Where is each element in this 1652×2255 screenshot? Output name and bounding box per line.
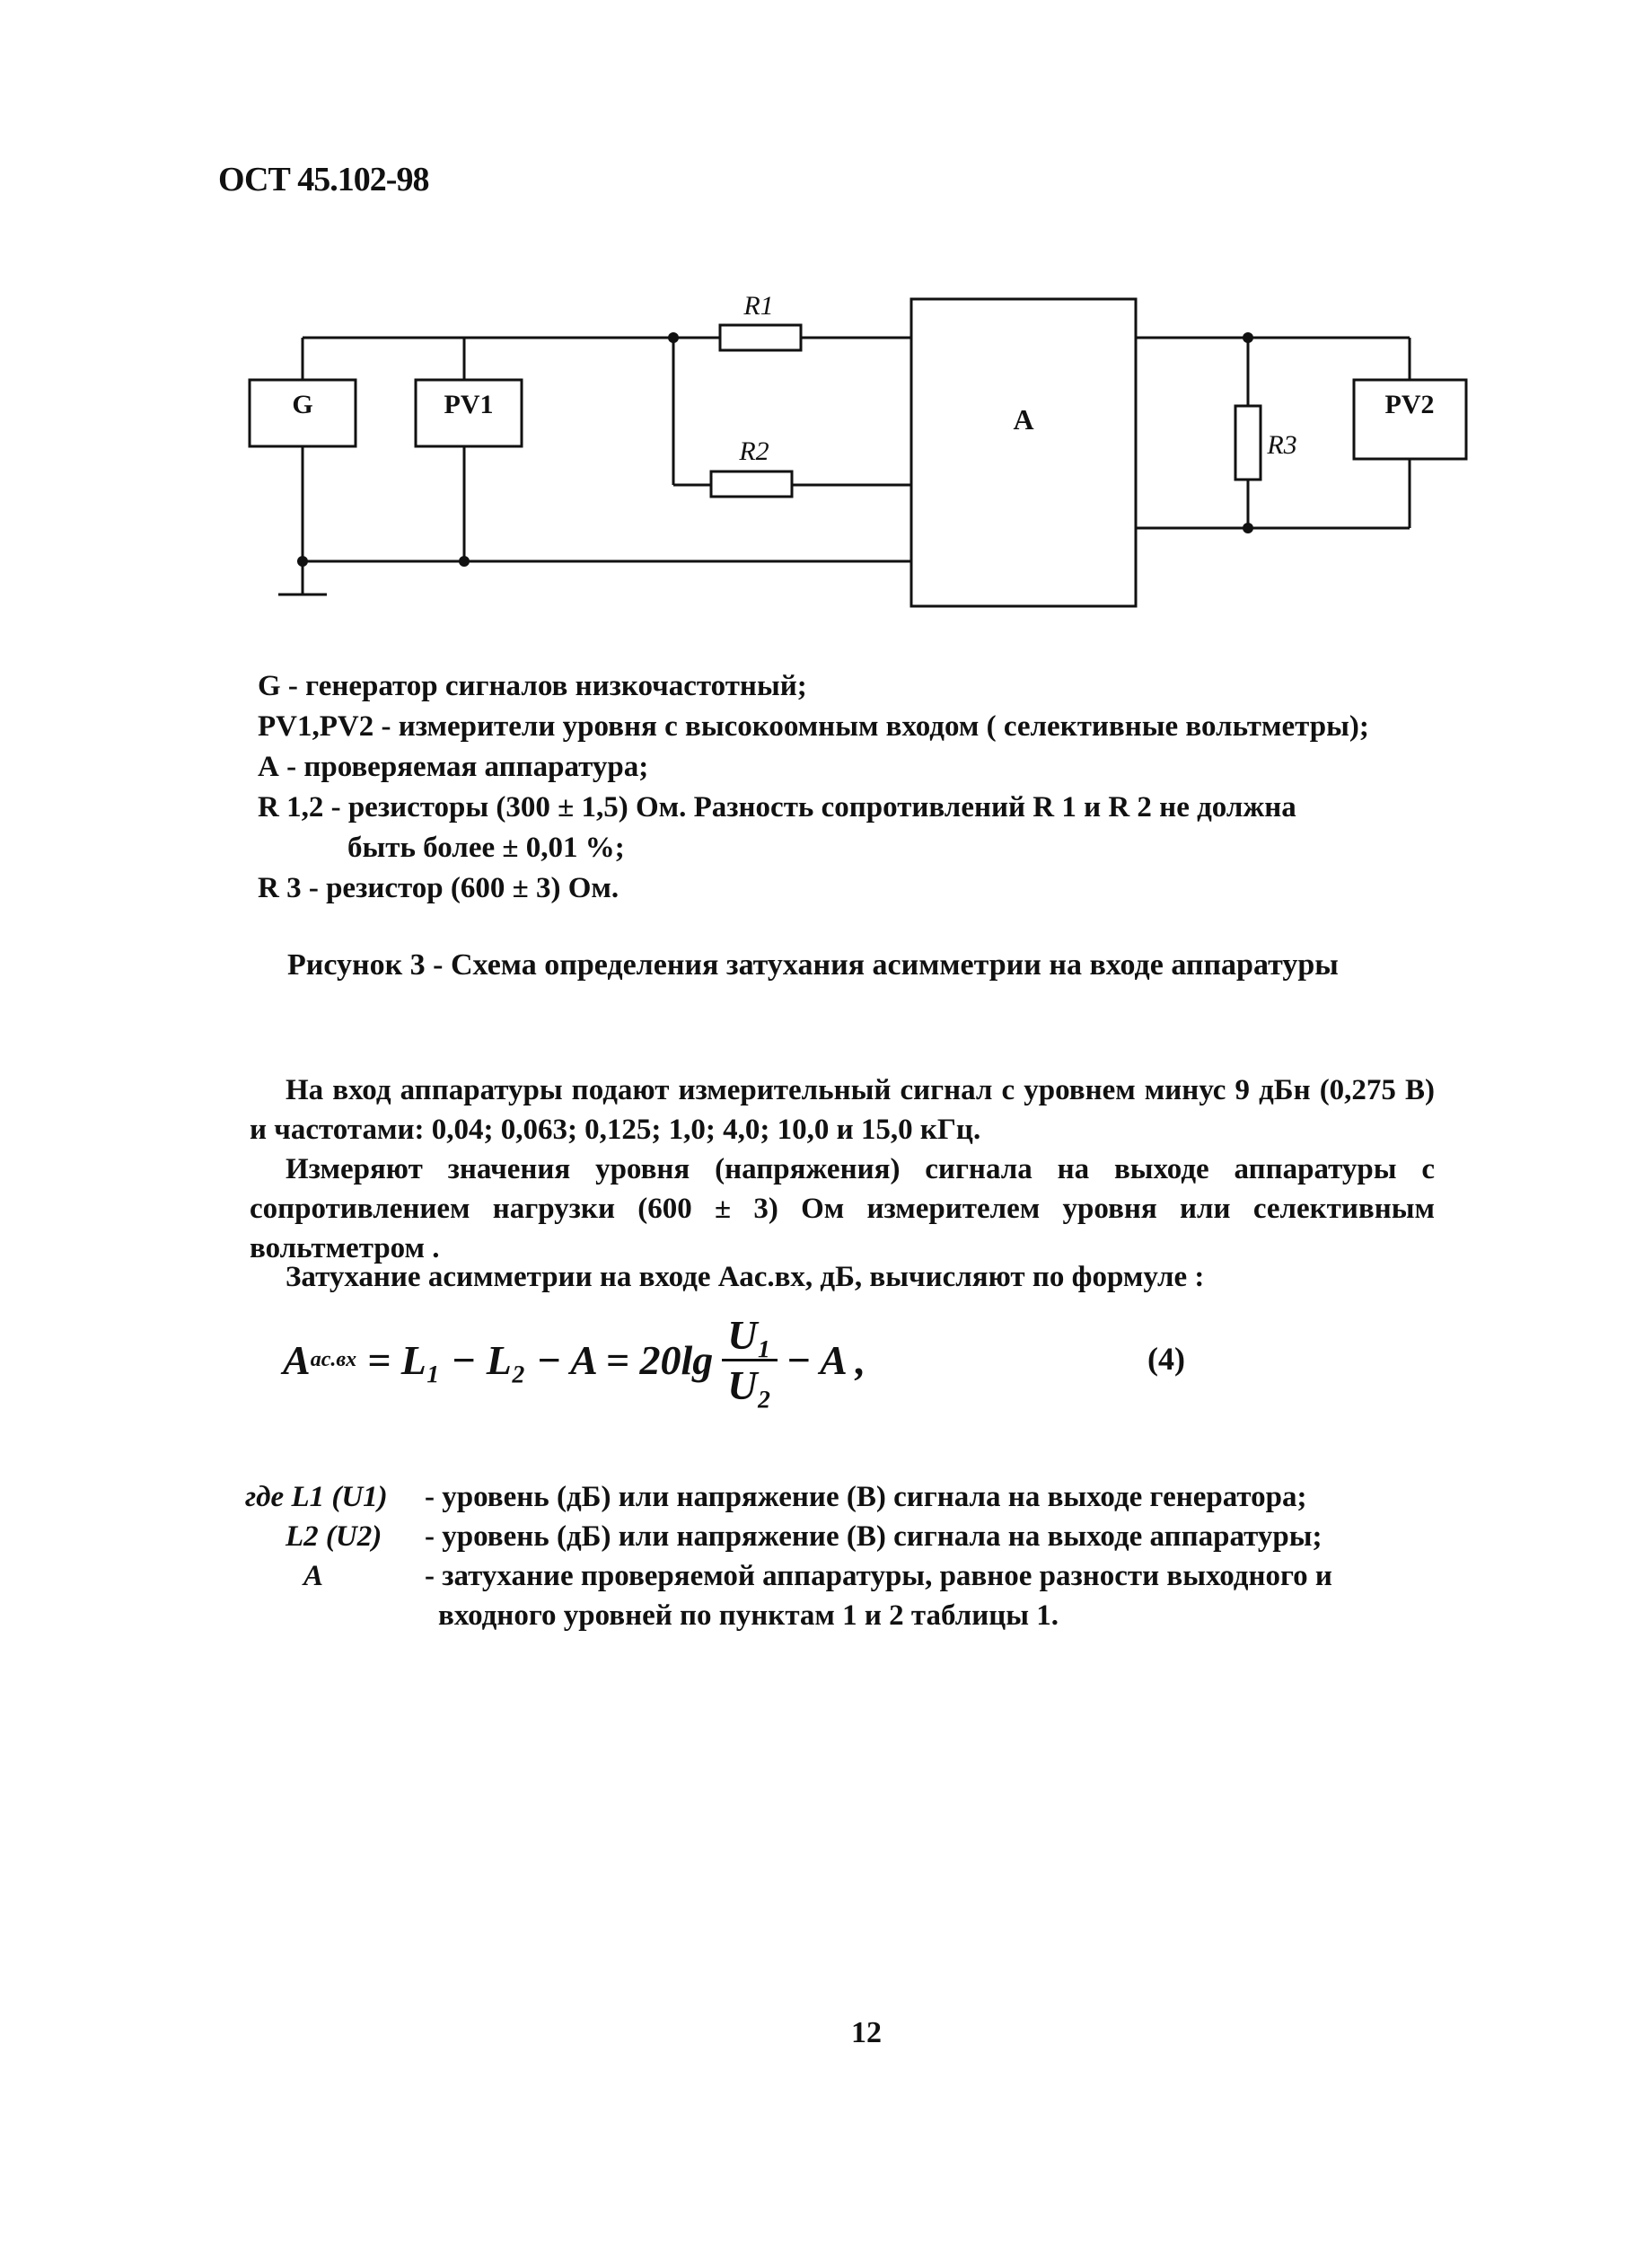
legend-line: G - генератор сигналов низкочастотный; — [258, 670, 807, 702]
label-r3: R3 — [1267, 430, 1297, 460]
circuit-schematic — [0, 0, 1652, 683]
where-row — [245, 1477, 1332, 1517]
where-symbol: L2 (U2) — [286, 1520, 382, 1553]
formula-denominator: U₂ — [727, 1362, 772, 1408]
resistor-r1 — [720, 325, 801, 350]
formula-fraction — [722, 1311, 777, 1409]
page-number: 12 — [851, 2016, 882, 2049]
legend-line: R 3 - резистор (600 ± 3) Ом. — [258, 872, 620, 904]
paragraph-formula-intro — [250, 1257, 1435, 1297]
where-symbol: A — [303, 1560, 324, 1592]
label-r1: R1 — [743, 291, 774, 321]
formula-middle: = L₁ − L₂ − A = 20lg — [367, 1337, 714, 1383]
where-text: входного уровней по пунктам 1 и 2 таблицы 1. — [438, 1599, 1059, 1632]
label-pv1: PV1 — [444, 390, 494, 419]
where-row — [245, 1517, 1332, 1556]
paragraph-text: Измеряют значения уровня (напряжения) сигнала на выходе аппаратуры с сопротивлением нагрузки (600 ± 3) Ом измерителем уровня или селективным вольтметром . — [250, 1153, 1435, 1264]
figure-caption: Рисунок 3 - Схема определения затухания асимметрии на входе аппаратуры — [287, 948, 1339, 982]
where-row — [245, 1596, 1332, 1635]
formula-lhs-sub: ac.вх — [310, 1348, 357, 1371]
paragraph-text: На вход аппаратуры подают измерительный сигнал с уровнем минус 9 дБн (0,275 В) и частотами: 0,04; 0,063; 0,125; 1,0; 4,0; 10,0 и 15,0 кГц. — [250, 1074, 1435, 1146]
label-pv2: PV2 — [1384, 390, 1435, 419]
where-text: - уровень (дБ) или напряжение (В) сигнала на выходе аппаратуры; — [425, 1520, 1322, 1553]
where-text: - затухание проверяемой аппаратуры, равное разности выходного и — [425, 1560, 1332, 1592]
legend-line: R 1,2 - резисторы (300 ± 1,5) Ом. Разность сопротивлений R 1 и R 2 не должна — [258, 791, 1296, 824]
label-g: G — [292, 390, 313, 419]
where-row — [245, 1556, 1332, 1596]
where-symbol — [245, 1596, 438, 1635]
junction-dot — [1243, 523, 1253, 533]
junction-dot — [1243, 332, 1253, 343]
formula-tail: − A , — [786, 1337, 866, 1383]
formula-numerator: U₁ — [722, 1311, 777, 1361]
legend-line: PV1,PV2 - измерители уровня с высокоомным входом ( селективные вольтметры); — [258, 710, 1369, 743]
legend-line: А - проверяемая аппаратура; — [258, 751, 649, 783]
legend-line: быть более ± 0,01 %; — [347, 832, 625, 864]
junction-dot — [459, 556, 470, 567]
resistor-r3 — [1235, 406, 1261, 480]
equation-number: (4) — [1147, 1341, 1185, 1377]
paragraph-measure — [250, 1150, 1435, 1268]
formula — [283, 1311, 866, 1409]
resistor-r2 — [711, 471, 792, 497]
junction-dot — [668, 332, 679, 343]
formula-lhs: A — [283, 1337, 311, 1383]
figure-legend — [258, 666, 1443, 909]
where-text: - уровень (дБ) или напряжение (В) сигнала на выходе генератора; — [425, 1481, 1307, 1513]
block-device — [911, 299, 1136, 606]
label-r2: R2 — [739, 436, 769, 466]
label-a: A — [1013, 403, 1034, 436]
document-code: ОСТ 45.102-98 — [218, 161, 429, 198]
paragraph-input-signal — [250, 1070, 1435, 1150]
where-symbol: где L1 (U1) — [245, 1481, 388, 1513]
paragraph-text: Затухание асимметрии на входе Аас.вх, дБ, вычисляют по формуле : — [286, 1261, 1205, 1293]
where-clause — [245, 1477, 1332, 1635]
junction-dot — [297, 556, 308, 567]
